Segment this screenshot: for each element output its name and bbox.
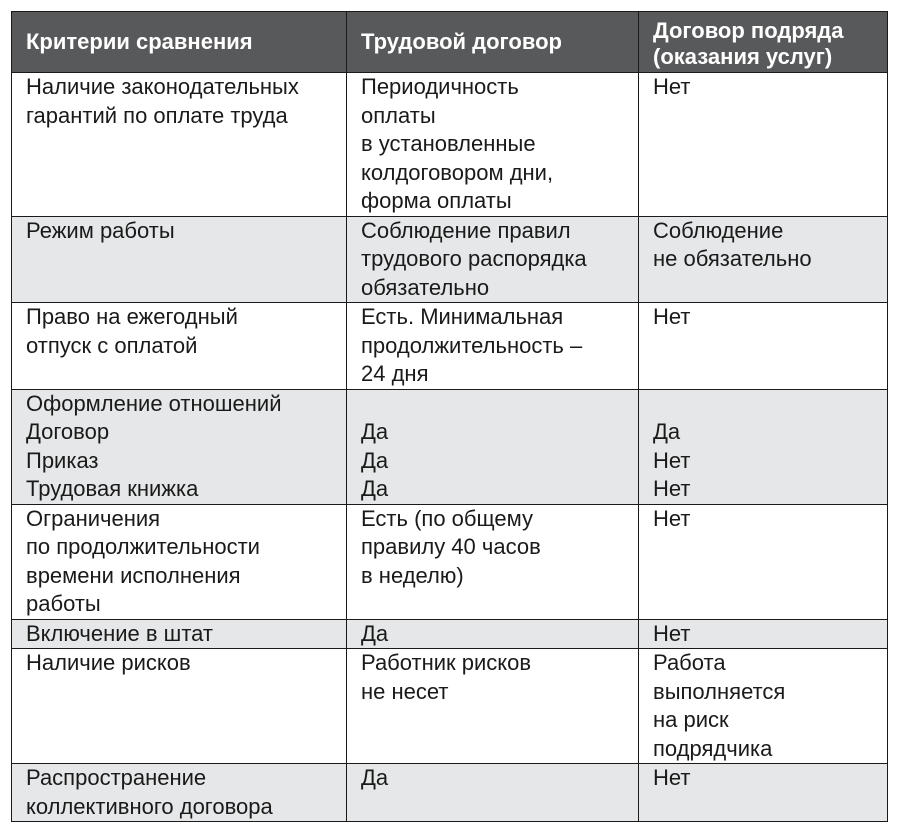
cell-criterion [12, 216, 347, 303]
comparison-table-wrapper [11, 11, 887, 822]
cell-line: Нет [653, 505, 691, 531]
cell-line: Периодичность [361, 74, 519, 99]
cell-line: отпуск с оплатой [26, 332, 198, 358]
cell-line: форма оплаты [361, 188, 512, 213]
cell-service-contract [639, 303, 888, 390]
cell-service-contract [639, 73, 888, 217]
cell-line: работы [26, 591, 101, 616]
table-row [12, 389, 888, 504]
cell-line: оплаты [361, 102, 436, 128]
cell-line: коллективного договора [26, 793, 273, 819]
cell-line: трудового распорядка [361, 246, 587, 271]
cell-line: Да [361, 620, 389, 646]
cell-labor-contract [347, 73, 639, 217]
cell-service-contract [639, 764, 888, 822]
cell-criterion [12, 619, 347, 649]
header-service-contract-line-2: (оказания услуг) [653, 44, 833, 69]
cell-line: Работа [653, 650, 726, 675]
cell-line: в установленные [361, 131, 536, 156]
cell-criterion [12, 303, 347, 390]
cell-line: продолжительность – [361, 332, 583, 358]
table-row [12, 216, 888, 303]
cell-line: Договор [26, 419, 110, 444]
cell-labor-contract [347, 504, 639, 619]
cell-line: Нет [653, 765, 691, 790]
cell-line: Есть (по общему [361, 505, 533, 531]
cell-line: Трудовая книжка [26, 476, 199, 501]
cell-criterion [12, 764, 347, 822]
table-row [12, 619, 888, 649]
cell-line: Режим работы [26, 217, 175, 243]
cell-line: не обязательно [653, 246, 812, 271]
cell-line: Да [361, 765, 389, 790]
cell-labor-contract [347, 619, 639, 649]
cell-line: Нет [653, 476, 691, 501]
cell-line: Соблюдение правил [361, 217, 571, 243]
cell-service-contract [639, 649, 888, 764]
table-header-row [12, 12, 888, 73]
cell-line: Да [361, 419, 389, 444]
cell-line: Наличие законодательных [26, 74, 299, 99]
cell-line: Да [361, 447, 389, 473]
cell-line: выполняется [653, 678, 786, 704]
cell-line: на риск [653, 707, 729, 732]
table-row [12, 303, 888, 390]
cell-line: Приказ [26, 447, 99, 473]
table-body [12, 73, 888, 822]
cell-line: Нет [653, 304, 691, 329]
cell-labor-contract [347, 649, 639, 764]
table-row [12, 504, 888, 619]
cell-labor-contract [347, 764, 639, 822]
table-row [12, 649, 888, 764]
cell-line: Нет [653, 74, 691, 99]
cell-line: гарантий по оплате труда [26, 102, 288, 128]
cell-line: Работник рисков [361, 650, 532, 675]
cell-line: Ограничения [26, 505, 161, 531]
cell-line: Есть. Минимальная [361, 304, 564, 329]
header-service-contract [639, 12, 888, 73]
header-service-contract-line-1: Договор подряда [653, 18, 844, 43]
cell-labor-contract [347, 389, 639, 504]
cell-line: Право на ежегодный [26, 304, 238, 329]
cell-line: по продолжительности [26, 534, 260, 559]
comparison-table [11, 11, 888, 822]
header-criteria: Критерии сравнения [12, 12, 347, 73]
cell-line: Оформление отношений [26, 390, 282, 416]
table-row [12, 764, 888, 822]
cell-service-contract [639, 216, 888, 303]
cell-labor-contract [347, 303, 639, 390]
cell-line [361, 390, 628, 419]
cell-line: в неделю) [361, 562, 464, 588]
header-labor-contract: Трудовой договор [347, 12, 639, 73]
cell-line: Да [653, 419, 681, 444]
table-row [12, 73, 888, 217]
cell-line: времени исполнения [26, 562, 241, 588]
cell-line: колдоговором дни, [361, 159, 554, 185]
cell-line: Наличие рисков [26, 650, 191, 675]
cell-service-contract [639, 389, 888, 504]
cell-line: обязательно [361, 274, 490, 300]
cell-line: Распространение [26, 765, 207, 790]
cell-line: Соблюдение [653, 217, 784, 243]
cell-line: подрядчика [653, 735, 773, 761]
cell-line: Нет [653, 620, 691, 646]
cell-line: Да [361, 476, 389, 501]
cell-service-contract [639, 504, 888, 619]
cell-line: Нет [653, 447, 691, 473]
cell-line: Включение в штат [26, 620, 213, 646]
cell-line [653, 390, 877, 419]
cell-labor-contract [347, 216, 639, 303]
cell-line: правилу 40 часов [361, 534, 541, 559]
cell-criterion [12, 73, 347, 217]
cell-line: 24 дня [361, 361, 429, 386]
cell-criterion [12, 649, 347, 764]
cell-criterion [12, 504, 347, 619]
cell-line: не несет [361, 678, 449, 704]
cell-service-contract [639, 619, 888, 649]
cell-criterion [12, 389, 347, 504]
